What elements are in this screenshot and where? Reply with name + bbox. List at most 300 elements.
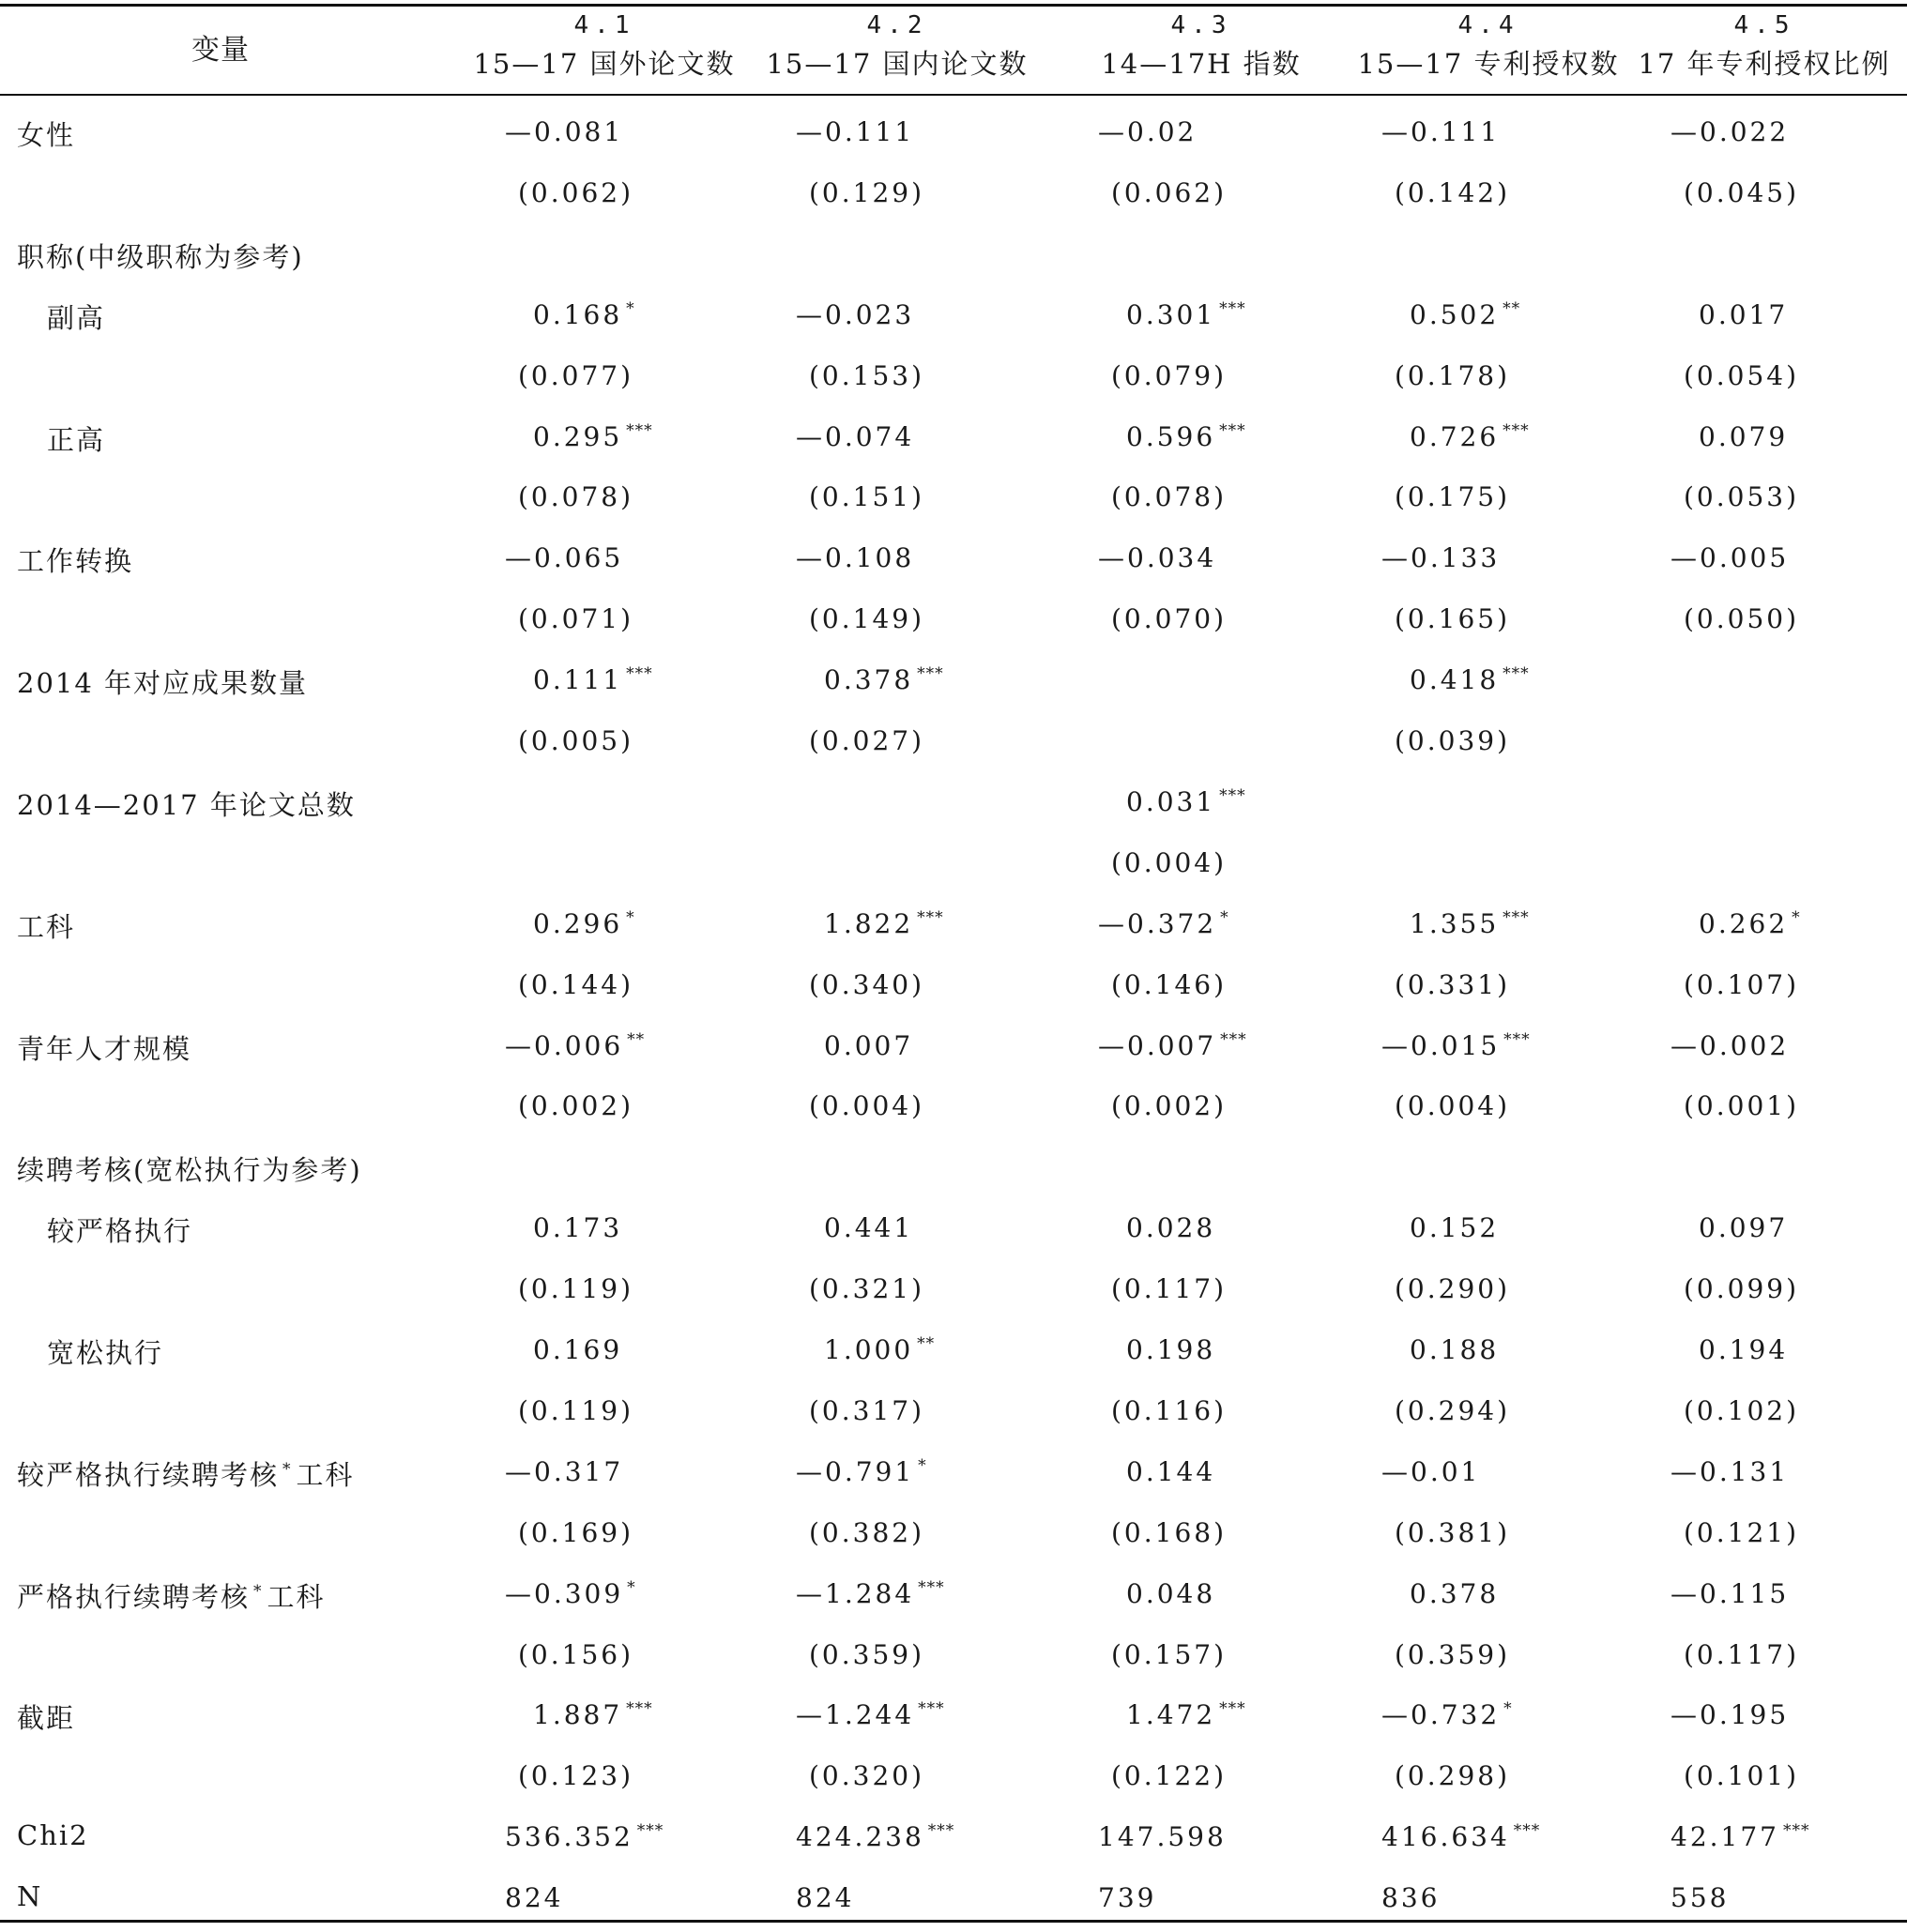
cell-value: 0.007 [824, 1029, 914, 1061]
std-error-cell [809, 177, 924, 208]
cell-value: —0.309 [505, 1577, 624, 1609]
cell-value: (0.168) [1111, 1516, 1228, 1548]
std-error-cell [518, 1517, 633, 1548]
table-row [0, 410, 1907, 471]
significance-stars: *** [1219, 1699, 1246, 1719]
row-label [17, 1880, 42, 1912]
cell-value: 824 [796, 1882, 855, 1914]
cell-value: (0.004) [1111, 846, 1228, 878]
cell-value: (0.153) [809, 359, 925, 391]
coefficient-cell [1381, 1699, 1513, 1730]
table-row-stderr [0, 166, 1907, 227]
std-error-cell [1684, 481, 1799, 512]
std-error-cell [809, 603, 924, 634]
std-error-cell [1395, 725, 1510, 756]
table-row [0, 288, 1907, 349]
cell-value: 0.169 [533, 1334, 623, 1365]
cell-value: (0.079) [1111, 359, 1228, 391]
coefficient-cell [1671, 116, 1789, 147]
table-row-stderr [0, 714, 1907, 775]
table-row [0, 1019, 1907, 1080]
row-label [47, 1332, 163, 1371]
cell-value: —0.065 [505, 542, 624, 574]
std-error-cell [1395, 969, 1510, 1000]
coefficient-cell [796, 421, 914, 452]
cell-value: (0.053) [1684, 481, 1800, 513]
cell-value: (0.156) [518, 1638, 634, 1670]
std-error-cell [809, 1639, 924, 1670]
coefficient-cell [796, 116, 914, 147]
std-error-cell [1111, 177, 1227, 208]
significance-stars: *** [626, 420, 653, 440]
header-col-number: 4.4 [1457, 11, 1519, 39]
coefficient-cell [824, 908, 944, 939]
cell-value: —1.284 [796, 1577, 915, 1609]
coefficient-cell [1381, 116, 1500, 147]
std-error-cell [1395, 1760, 1510, 1791]
coefficient-cell [1381, 1030, 1531, 1061]
row-label-text: 2014—2017 年论文总数 [17, 788, 356, 821]
cell-value: 416.634 [1381, 1821, 1510, 1853]
row-label-text: 工作转换 [17, 545, 134, 578]
row-label-tail: 工科 [296, 1458, 355, 1491]
significance-stars: *** [1219, 785, 1246, 805]
cell-value: —0.131 [1671, 1455, 1790, 1487]
table-row-stderr [0, 1506, 1907, 1567]
cell-value: (0.331) [1395, 968, 1511, 1000]
std-error-cell [1111, 1090, 1227, 1121]
std-error-cell [518, 969, 633, 1000]
cell-value: (0.321) [809, 1273, 925, 1305]
std-error-cell [1395, 481, 1510, 512]
cell-value: (0.070) [1111, 603, 1228, 635]
significance-stars: *** [1503, 907, 1530, 927]
coefficient-cell [824, 1030, 913, 1061]
cell-value: (0.027) [809, 725, 925, 756]
table-row [0, 653, 1907, 714]
row-label-text: 严格执行续聘考核 [17, 1580, 251, 1613]
cell-value: —0.732 [1381, 1699, 1501, 1731]
coefficient-cell [1381, 542, 1500, 573]
coefficient-cell [1126, 421, 1246, 452]
coefficient-cell [796, 1578, 945, 1609]
header-col-number: 4.5 [1733, 11, 1795, 39]
significance-stars: *** [636, 1821, 664, 1841]
table-row-stderr [0, 592, 1907, 653]
coefficient-cell [1098, 116, 1197, 147]
cell-value: —0.005 [1671, 542, 1790, 574]
cell-value: —0.007 [1098, 1029, 1217, 1061]
std-error-cell [518, 725, 633, 756]
std-error-cell [809, 360, 924, 391]
coefficient-cell [1126, 786, 1246, 817]
coefficient-cell [796, 1699, 945, 1730]
cell-value: —0.108 [796, 542, 915, 574]
cell-value: (0.077) [518, 359, 634, 391]
coefficient-cell [1098, 908, 1229, 939]
significance-stars: *** [1219, 420, 1246, 440]
table-row [0, 1140, 1907, 1201]
row-label-text: 副高 [47, 301, 106, 334]
significance-stars: * [1503, 1699, 1513, 1719]
cell-value: —0.081 [505, 116, 624, 147]
significance-stars: *** [1513, 1821, 1541, 1841]
header-col-number: 4.3 [1170, 11, 1232, 39]
cell-value: 1.355 [1410, 907, 1500, 939]
cell-value: —0.111 [796, 116, 915, 147]
row-label [17, 906, 75, 945]
table-row [0, 1323, 1907, 1384]
cell-value: (0.102) [1684, 1394, 1800, 1426]
significance-stars: *** [1219, 298, 1246, 318]
table-row [0, 1445, 1907, 1506]
cell-value: (0.078) [1111, 481, 1228, 513]
cell-value: (0.045) [1684, 176, 1800, 208]
cell-value: 0.198 [1126, 1334, 1216, 1365]
std-error-cell [1684, 1639, 1799, 1670]
significance-stars: * [626, 907, 635, 927]
row-label-text: Chi2 [17, 1819, 89, 1852]
cell-value: —0.133 [1381, 542, 1501, 574]
cell-value: 0.028 [1126, 1212, 1216, 1244]
significance-stars: *** [1503, 664, 1530, 684]
std-error-cell [518, 1395, 633, 1426]
row-label-text: N [17, 1880, 43, 1913]
row-label-text: 续聘考核(宽松执行为参考) [17, 1154, 362, 1187]
coefficient-cell [505, 1821, 664, 1852]
cell-value: 1.887 [533, 1699, 623, 1731]
coefficient-cell [1699, 1212, 1788, 1243]
std-error-cell [1111, 1517, 1227, 1548]
cell-value: (0.178) [1395, 359, 1511, 391]
significance-stars: *** [918, 1577, 945, 1597]
coefficient-cell [1126, 1699, 1246, 1730]
coefficient-cell [505, 1030, 645, 1061]
coefficient-cell [505, 542, 623, 573]
std-error-cell [809, 1395, 924, 1426]
std-error-cell [1395, 1639, 1510, 1670]
header-col-title: 14—17H 指数 [1101, 48, 1302, 80]
cell-value: (0.169) [518, 1516, 634, 1548]
cell-value: (0.129) [809, 176, 925, 208]
cell-value: 824 [505, 1882, 564, 1914]
cell-value: —0.006 [505, 1029, 624, 1061]
cell-value: (0.116) [1111, 1394, 1228, 1426]
coefficient-cell [1098, 542, 1216, 573]
std-error-cell [1111, 603, 1227, 634]
cell-value: (0.002) [518, 1090, 634, 1122]
header-col-2 [756, 9, 1038, 83]
cell-value: 1.472 [1126, 1699, 1216, 1731]
coefficient-cell [1671, 1456, 1789, 1487]
cell-value: (0.001) [1684, 1090, 1800, 1122]
coefficient-cell [1671, 1699, 1789, 1730]
table-row-stderr [0, 1628, 1907, 1689]
significance-stars: *** [917, 664, 944, 684]
table-row [0, 897, 1907, 958]
table-row-stderr [0, 958, 1907, 1019]
significance-stars: * [1220, 907, 1229, 927]
row-label [17, 1697, 75, 1736]
cell-value: 147.598 [1098, 1821, 1227, 1853]
std-error-cell [1395, 1090, 1510, 1121]
std-error-cell [1111, 481, 1227, 512]
coefficient-cell [1126, 1456, 1215, 1487]
cell-value: (0.002) [1111, 1090, 1228, 1122]
cell-value: 0.301 [1126, 298, 1216, 330]
row-label-superscript: * [282, 1459, 293, 1479]
coefficient-cell [1699, 299, 1788, 330]
cell-value: —0.372 [1098, 907, 1217, 939]
cell-value: 0.441 [824, 1212, 914, 1244]
cell-value: (0.122) [1111, 1760, 1228, 1792]
cell-value: (0.117) [1111, 1273, 1228, 1305]
row-label [47, 419, 105, 458]
std-error-cell [1111, 1760, 1227, 1791]
significance-stars: *** [927, 1821, 955, 1841]
cell-value: (0.121) [1684, 1516, 1800, 1548]
header-col-4 [1348, 9, 1629, 83]
table-header-rule [0, 94, 1907, 96]
cell-value: —0.317 [505, 1455, 624, 1487]
table-top-rule [0, 4, 1907, 7]
std-error-cell [809, 1517, 924, 1548]
table-row [0, 227, 1907, 288]
coefficient-cell [1671, 1882, 1729, 1913]
table-row [0, 775, 1907, 836]
std-error-cell [1395, 360, 1510, 391]
row-label [17, 662, 308, 701]
cell-value: 0.111 [533, 664, 623, 696]
cell-value: 0.596 [1126, 420, 1216, 452]
row-label [17, 540, 133, 579]
std-error-cell [518, 1090, 633, 1121]
cell-value: (0.071) [518, 603, 634, 635]
cell-value: (0.320) [809, 1760, 925, 1792]
cell-value: 0.173 [533, 1212, 623, 1244]
std-error-cell [1684, 969, 1799, 1000]
std-error-cell [809, 481, 924, 512]
std-error-cell [1684, 1090, 1799, 1121]
coefficient-cell [1098, 1821, 1227, 1852]
cell-value: (0.382) [809, 1516, 925, 1548]
coefficient-cell [1410, 908, 1530, 939]
cell-value: 42.177 [1671, 1821, 1779, 1853]
coefficient-cell [1671, 1030, 1789, 1061]
cell-value: —0.115 [1671, 1577, 1790, 1609]
cell-value: (0.062) [518, 176, 634, 208]
std-error-cell [809, 1090, 924, 1121]
cell-value: 0.031 [1126, 785, 1216, 817]
coefficient-cell [533, 664, 653, 695]
row-label [17, 784, 356, 823]
std-error-cell [1395, 603, 1510, 634]
cell-value: 0.188 [1410, 1334, 1500, 1365]
cell-value: (0.119) [518, 1273, 634, 1305]
std-error-cell [518, 1639, 633, 1670]
std-error-cell [518, 1273, 633, 1304]
cell-value: (0.101) [1684, 1760, 1800, 1792]
std-error-cell [1111, 1639, 1227, 1670]
coefficient-cell [1098, 1882, 1156, 1913]
coefficient-cell [533, 1334, 622, 1365]
significance-stars: ** [917, 1334, 936, 1353]
coefficient-cell [1381, 1821, 1540, 1852]
std-error-cell [518, 360, 633, 391]
row-label-text: 正高 [47, 423, 106, 456]
std-error-cell [809, 969, 924, 1000]
row-label-text: 2014 年对应成果数量 [17, 667, 309, 700]
cell-value: 0.079 [1699, 420, 1789, 452]
row-label [17, 236, 304, 275]
significance-stars: ** [1503, 298, 1521, 318]
cell-value: (0.149) [809, 603, 925, 635]
std-error-cell [809, 725, 924, 756]
cell-value: —0.791 [796, 1455, 915, 1487]
table-row [0, 1871, 1907, 1932]
coefficient-cell [505, 1578, 636, 1609]
cell-value: 536.352 [505, 1821, 633, 1853]
cell-value: 0.378 [824, 664, 914, 696]
cell-value: (0.078) [518, 481, 634, 513]
cell-value: (0.317) [809, 1394, 925, 1426]
std-error-cell [518, 481, 633, 512]
significance-stars: *** [626, 1699, 653, 1719]
row-label [17, 1454, 355, 1493]
cell-value: 558 [1671, 1882, 1730, 1914]
coefficient-cell [796, 1882, 854, 1913]
coefficient-cell [533, 908, 635, 939]
row-label-text: 女性 [17, 119, 76, 151]
coefficient-cell [824, 1334, 935, 1365]
coefficient-cell [1671, 1578, 1789, 1609]
coefficient-cell [1126, 1578, 1215, 1609]
table-row [0, 1810, 1907, 1871]
row-label-text: 截距 [17, 1702, 76, 1735]
table-row [0, 531, 1907, 592]
coefficient-cell [505, 1456, 623, 1487]
coefficient-cell [1410, 1334, 1499, 1365]
significance-stars: * [627, 1577, 636, 1597]
significance-stars: *** [1220, 1029, 1247, 1049]
coefficient-cell [796, 299, 914, 330]
header-col-title: 15—17 专利授权数 [1357, 48, 1620, 80]
std-error-cell [1684, 1760, 1799, 1791]
cell-value: 0.378 [1410, 1577, 1500, 1609]
cell-value: (0.290) [1395, 1273, 1511, 1305]
coefficient-cell [1699, 908, 1801, 939]
row-label-text: 较严格执行续聘考核 [17, 1458, 280, 1491]
row-label [17, 114, 75, 153]
row-label [47, 297, 105, 336]
cell-value: (0.062) [1111, 176, 1228, 208]
significance-stars: * [918, 1455, 927, 1475]
coefficient-cell [505, 116, 623, 147]
significance-stars: *** [917, 907, 944, 927]
header-col-5 [1624, 9, 1905, 83]
cell-value: (0.142) [1395, 176, 1511, 208]
cell-value: (0.359) [809, 1638, 925, 1670]
std-error-cell [1395, 1273, 1510, 1304]
std-error-cell [1684, 360, 1799, 391]
cell-value: 1.822 [824, 907, 914, 939]
std-error-cell [1684, 1517, 1799, 1548]
cell-value: (0.123) [518, 1760, 634, 1792]
row-label [17, 1149, 362, 1188]
cell-value: (0.004) [809, 1090, 925, 1122]
std-error-cell [809, 1760, 924, 1791]
cell-value: —0.074 [796, 420, 915, 452]
cell-value: (0.359) [1395, 1638, 1511, 1670]
cell-value: 0.194 [1699, 1334, 1789, 1365]
cell-value: —1.244 [796, 1699, 915, 1731]
coefficient-cell [533, 299, 635, 330]
coefficient-cell [1410, 664, 1530, 695]
cell-value: (0.165) [1395, 603, 1511, 635]
coefficient-cell [796, 1456, 927, 1487]
row-label [17, 1576, 326, 1615]
cell-value: (0.157) [1111, 1638, 1228, 1670]
cell-value: (0.175) [1395, 481, 1511, 513]
row-label-tail: 工科 [267, 1580, 326, 1613]
cell-value: (0.054) [1684, 359, 1800, 391]
header-col-title: 15—17 国外论文数 [473, 48, 736, 80]
table-row-stderr [0, 470, 1907, 531]
header-col-title: 15—17 国内论文数 [766, 48, 1029, 80]
cell-value: —0.02 [1098, 116, 1198, 147]
cell-value: —0.034 [1098, 542, 1217, 574]
cell-value: 0.152 [1410, 1212, 1500, 1244]
cell-value: (0.107) [1684, 968, 1800, 1000]
row-label-text: 宽松执行 [47, 1337, 164, 1369]
cell-value: 0.418 [1410, 664, 1500, 696]
coefficient-cell [1699, 1334, 1788, 1365]
cell-value: 739 [1098, 1882, 1157, 1914]
row-label-text: 青年人才规模 [17, 1032, 192, 1065]
table-row-stderr [0, 1384, 1907, 1445]
header-col-title: 17 年专利授权比例 [1638, 48, 1891, 80]
coefficient-cell [824, 1212, 913, 1243]
std-error-cell [1395, 1395, 1510, 1426]
std-error-cell [1111, 360, 1227, 391]
cell-value: 424.238 [796, 1821, 924, 1853]
coefficient-cell [1410, 1212, 1499, 1243]
cell-value: 0.296 [533, 907, 623, 939]
cell-value: —0.195 [1671, 1699, 1790, 1731]
coefficient-cell [824, 664, 944, 695]
coefficient-cell [1381, 1456, 1480, 1487]
cell-value: (0.146) [1111, 968, 1228, 1000]
std-error-cell [518, 603, 633, 634]
cell-value: 0.502 [1410, 298, 1500, 330]
coefficient-cell [505, 1882, 563, 1913]
significance-stars: *** [1503, 1029, 1531, 1049]
std-error-cell [1111, 969, 1227, 1000]
coefficient-cell [533, 1699, 653, 1730]
header-col-number: 4.2 [866, 11, 928, 39]
cell-value: (0.381) [1395, 1516, 1511, 1548]
row-label [47, 1210, 192, 1249]
cell-value: (0.039) [1395, 725, 1511, 756]
std-error-cell [1395, 177, 1510, 208]
coefficient-cell [533, 1212, 622, 1243]
significance-stars: *** [1782, 1821, 1810, 1841]
header-col-number: 4.1 [573, 11, 635, 39]
table-row [0, 1688, 1907, 1749]
table-row-stderr [0, 1079, 1907, 1140]
std-error-cell [1111, 1273, 1227, 1304]
cell-value: 0.097 [1699, 1212, 1789, 1244]
